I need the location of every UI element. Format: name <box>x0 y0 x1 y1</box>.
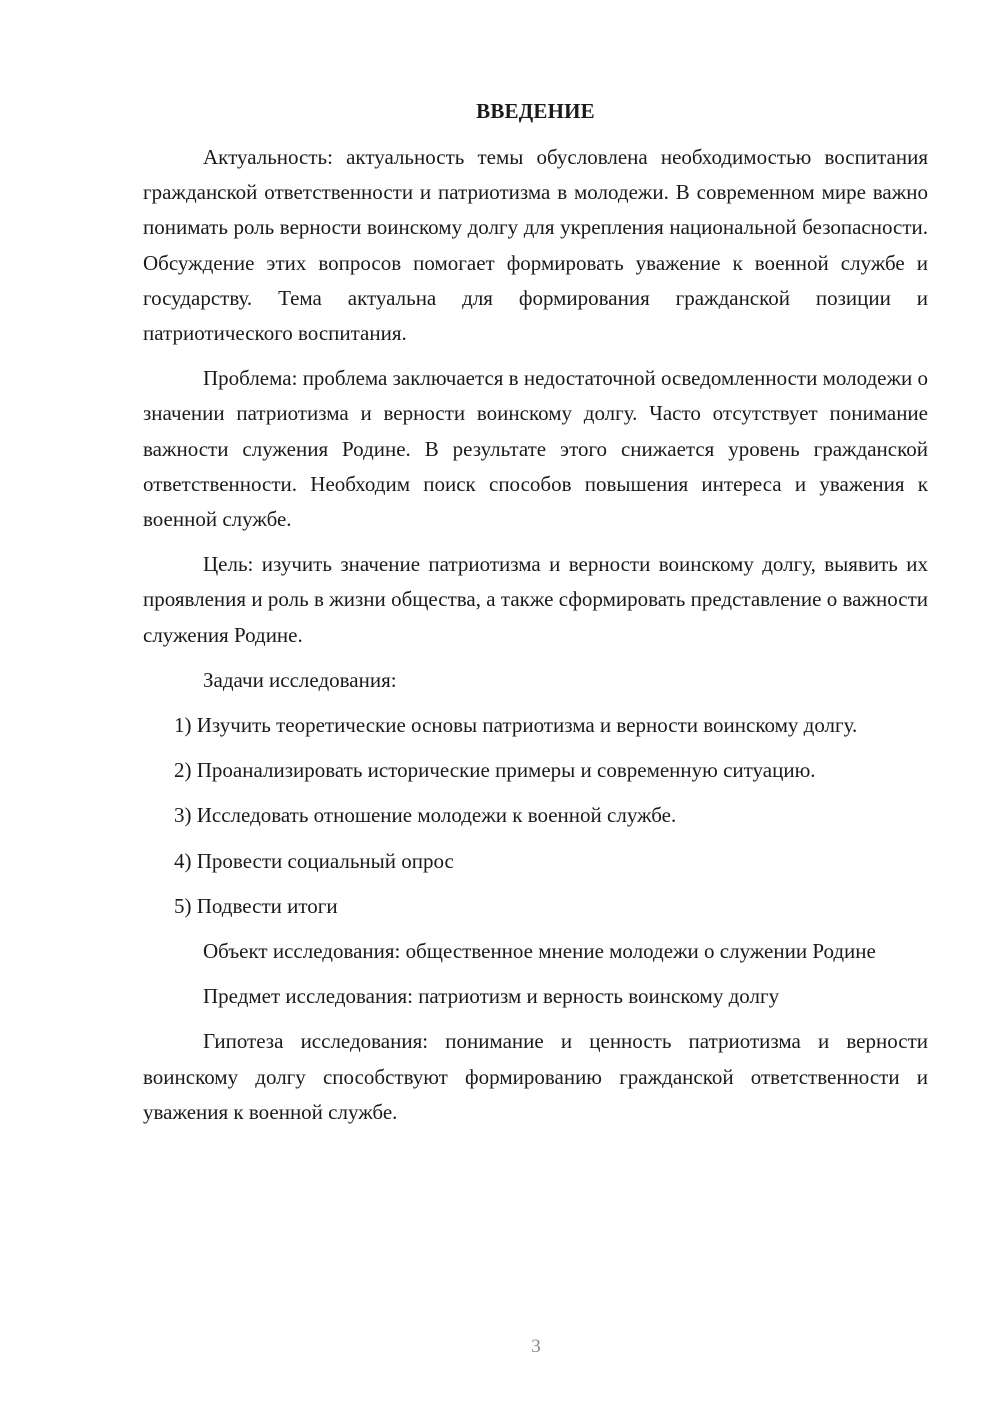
tasks-heading: Задачи исследования: <box>203 667 397 692</box>
task-item-4: 4) Провести социальный опрос <box>174 848 454 873</box>
goal-paragraph: Цель: изучить значение патриотизма и верности воинскому долгу, выявить их проявления и роль в жизни общества, а также сформировать представление о важности служения Родине. <box>143 552 928 647</box>
subject-paragraph: Предмет исследования: патриотизм и верность воинскому долгу <box>203 984 780 1009</box>
problem-paragraph: Проблема: проблема заключается в недостаточной осведомленности молодежи о значении патриотизма и верности воинскому долгу. Часто отсутствует понимание важности служения Родине. В результате этого снижается уровень гражданской ответственности. Необходим поиск способов повышения интереса и уважения к военной службе. <box>143 366 928 532</box>
task-item-5: 5) Подвести итоги <box>174 893 338 918</box>
hypothesis-paragraph: Гипотеза исследования: понимание и ценность патриотизма и верности воинскому долгу способствуют формированию гражданской ответственности и уважения к военной службе. <box>143 1029 928 1124</box>
task-item-3: 3) Исследовать отношение молодежи к военной службе. <box>174 803 677 828</box>
object-paragraph: Объект исследования: общественное мнение молодежи о служении Родине <box>203 939 876 964</box>
task-item-2: 2) Проанализировать исторические примеры и современную ситуацию. <box>174 758 816 783</box>
task-item-1: 1) Изучить теоретические основы патриотизма и верности воинскому долгу. <box>174 713 858 738</box>
section-heading: ВВЕДЕНИЕ <box>476 99 595 123</box>
page-number: 3 <box>531 1336 541 1357</box>
document-body <box>143 96 928 1140</box>
relevance-paragraph: Актуальность: актуальность темы обусловлена необходимостью воспитания гражданской ответственности и патриотизма в молодежи. В современном мире важно понимать роль верности воинскому долгу для укрепления национальной безопасности. Обсуждение этих вопросов помогает формировать уважение к военной службе и государству. Тема актуальна для формирования гражданской позиции и патриотического воспитания. <box>143 145 928 346</box>
